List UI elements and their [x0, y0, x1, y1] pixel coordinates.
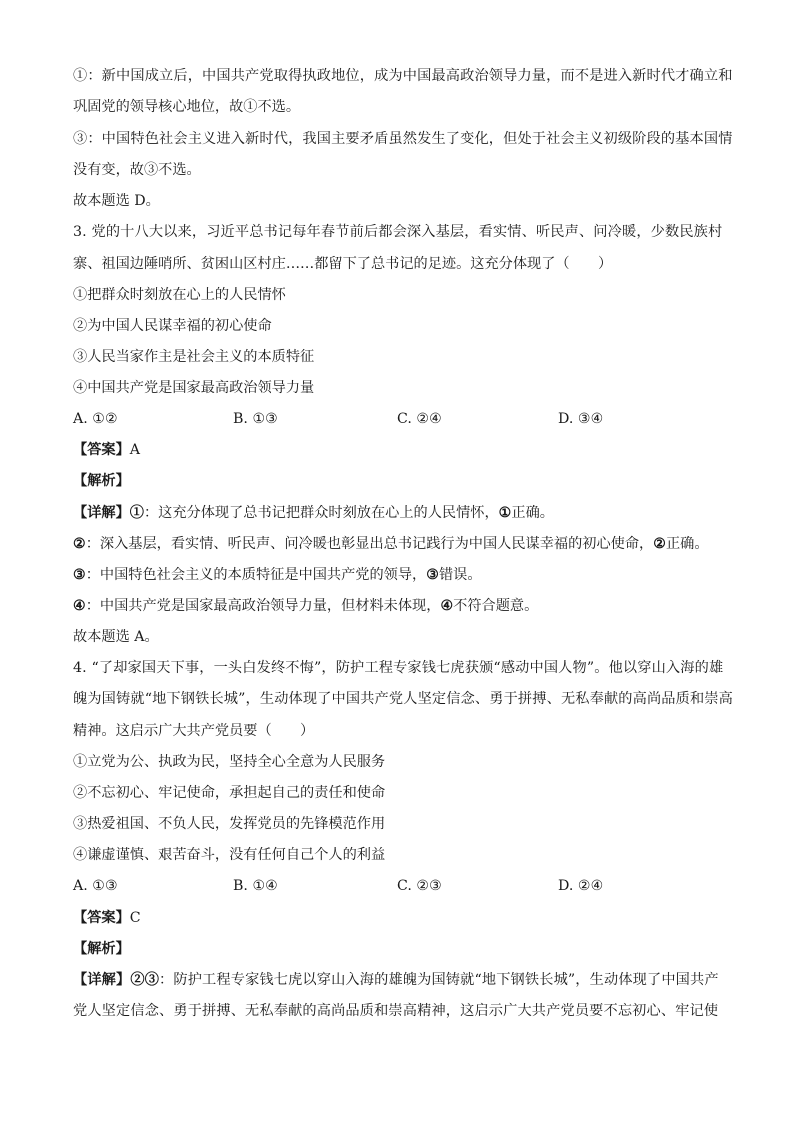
q3-item-4: ④中国共产党是国家最高政治领导力量 — [73, 380, 315, 396]
detail-tail-marker: ① — [498, 505, 512, 521]
q4-item-1: ①立党为公、执政为民，坚持全心全意为人民服务 — [73, 754, 386, 770]
q3-option-c: C. ②④ — [397, 411, 442, 427]
detail-tail: 错误。 — [438, 567, 482, 583]
q4-item-4: ④谦虚谨慎、艰苦奋斗，没有任何自己个人的利益 — [73, 847, 386, 863]
q2-analysis-line-1: ①：新中国成立后，中国共产党取得执政地位，成为中国最高政治领导力量，而不是进入新时代才确立和 — [73, 68, 733, 84]
q4-options — [73, 876, 723, 896]
answer-label: 【答案】 — [73, 442, 130, 458]
q4-item-3: ③热爱祖国、不负人民，发挥党员的先锋模范作用 — [73, 816, 386, 832]
q3-options — [73, 409, 723, 429]
q4-stem-line-3: 精神。这启示广大共产党员要（ ） — [73, 723, 315, 739]
detail-text: ：中国特色社会主义的本质特征是中国共产党的领导， — [85, 567, 427, 583]
q4-stem-line-1: 4. “了却家国天下事，一头白发终不悔”，防护工程专家钱七虎获颁“感动中国人物”。他以穿山入海的雄 — [73, 660, 724, 676]
q3-detail-3 — [73, 565, 482, 585]
detail-text: ：中国共产党是国家最高政治领导力量，但材料未体现， — [85, 598, 441, 614]
q3-answer — [73, 440, 140, 460]
q3-detail-2 — [73, 534, 709, 554]
detail-marker: ① — [129, 505, 144, 521]
q3-detail-4 — [73, 596, 538, 616]
q4-analysis-label: 【解析】 — [73, 941, 130, 957]
q4-option-b: B. ①④ — [233, 878, 278, 894]
q4-item-2: ②不忘初心、牢记使命，承担起自己的责任和使命 — [73, 785, 386, 801]
answer-value: A — [129, 442, 141, 458]
q3-option-b: B. ①③ — [233, 411, 278, 427]
q3-option-d: D. ③④ — [558, 411, 604, 427]
q2-conclusion: 故本题选 D。 — [73, 193, 160, 209]
detail-text: ：深入基层，看实情、听民声、问冷暖也彰显出总书记践行为中国人民谋幸福的初心使命， — [85, 536, 654, 552]
q2-analysis-line-2: 巩固党的领导核心地位，故①不选。 — [73, 99, 301, 115]
q4-stem-line-2: 魄为国铸就“地下钢铁长城”，生动体现了中国共产党人坚定信念、勇于拼搏、无私奉献的高尚品质和崇高 — [73, 691, 733, 707]
q4-option-c: C. ②③ — [397, 878, 442, 894]
detail-marker: ④ — [73, 598, 86, 614]
detail-tail: 不符合题意。 — [453, 598, 539, 614]
q4-detail-line-1 — [73, 970, 719, 990]
q3-stem-line-1: 3. 党的十八大以来，习近平总书记每年春节前后都会深入基层，看实情、听民声、问冷暖，少数民族村 — [73, 224, 723, 240]
detail-tail-marker: ④ — [440, 598, 454, 614]
detail-label: 【详解】 — [73, 505, 130, 521]
q3-conclusion: 故本题选 A。 — [73, 629, 159, 645]
q4-option-a: A. ①③ — [73, 878, 118, 894]
answer-value: C — [129, 910, 141, 926]
answer-label: 【答案】 — [73, 910, 130, 926]
detail-text: ：防护工程专家钱七虎以穿山入海的雄魄为国铸就“地下钢铁长城”，生动体现了中国共产 — [159, 972, 719, 988]
q3-item-1: ①把群众时刻放在心上的人民情怀 — [73, 287, 286, 303]
q3-item-2: ②为中国人民谋幸福的初心使命 — [73, 318, 272, 334]
detail-tail: 正确。 — [511, 505, 554, 521]
detail-text: ：这充分体现了总书记把群众时刻放在心上的人民情怀， — [143, 505, 499, 521]
detail-marker: ②③ — [130, 972, 160, 988]
q2-analysis-line-3: ③：中国特色社会主义进入新时代，我国主要矛盾虽然发生了变化，但处于社会主义初级阶段的基本国情 — [73, 131, 733, 147]
detail-tail: 正确。 — [665, 536, 709, 552]
q4-answer — [73, 908, 141, 928]
q4-detail-line-2: 党人坚定信念、勇于拼搏、无私奉献的高尚品质和崇高精神，这启示广大共产党员要不忘初心、牢记使 — [73, 1003, 719, 1019]
q4-option-d: D. ②④ — [558, 878, 604, 894]
q3-stem-line-2: 寨、祖国边陲哨所、贫困山区村庄……都留下了总书记的足迹。这充分体现了（ ） — [73, 256, 613, 272]
q2-analysis-line-4: 没有变，故③不选。 — [73, 162, 201, 178]
detail-marker: ③ — [73, 567, 86, 583]
detail-marker: ② — [73, 536, 86, 552]
q3-option-a: A. ①② — [73, 411, 118, 427]
detail-label: 【详解】 — [73, 972, 131, 988]
q3-item-3: ③人民当家作主是社会主义的本质特征 — [73, 349, 315, 365]
q3-analysis-label: 【解析】 — [73, 473, 130, 489]
detail-tail-marker: ③ — [426, 567, 439, 583]
q3-detail-1 — [73, 503, 554, 523]
detail-tail-marker: ② — [653, 536, 666, 552]
